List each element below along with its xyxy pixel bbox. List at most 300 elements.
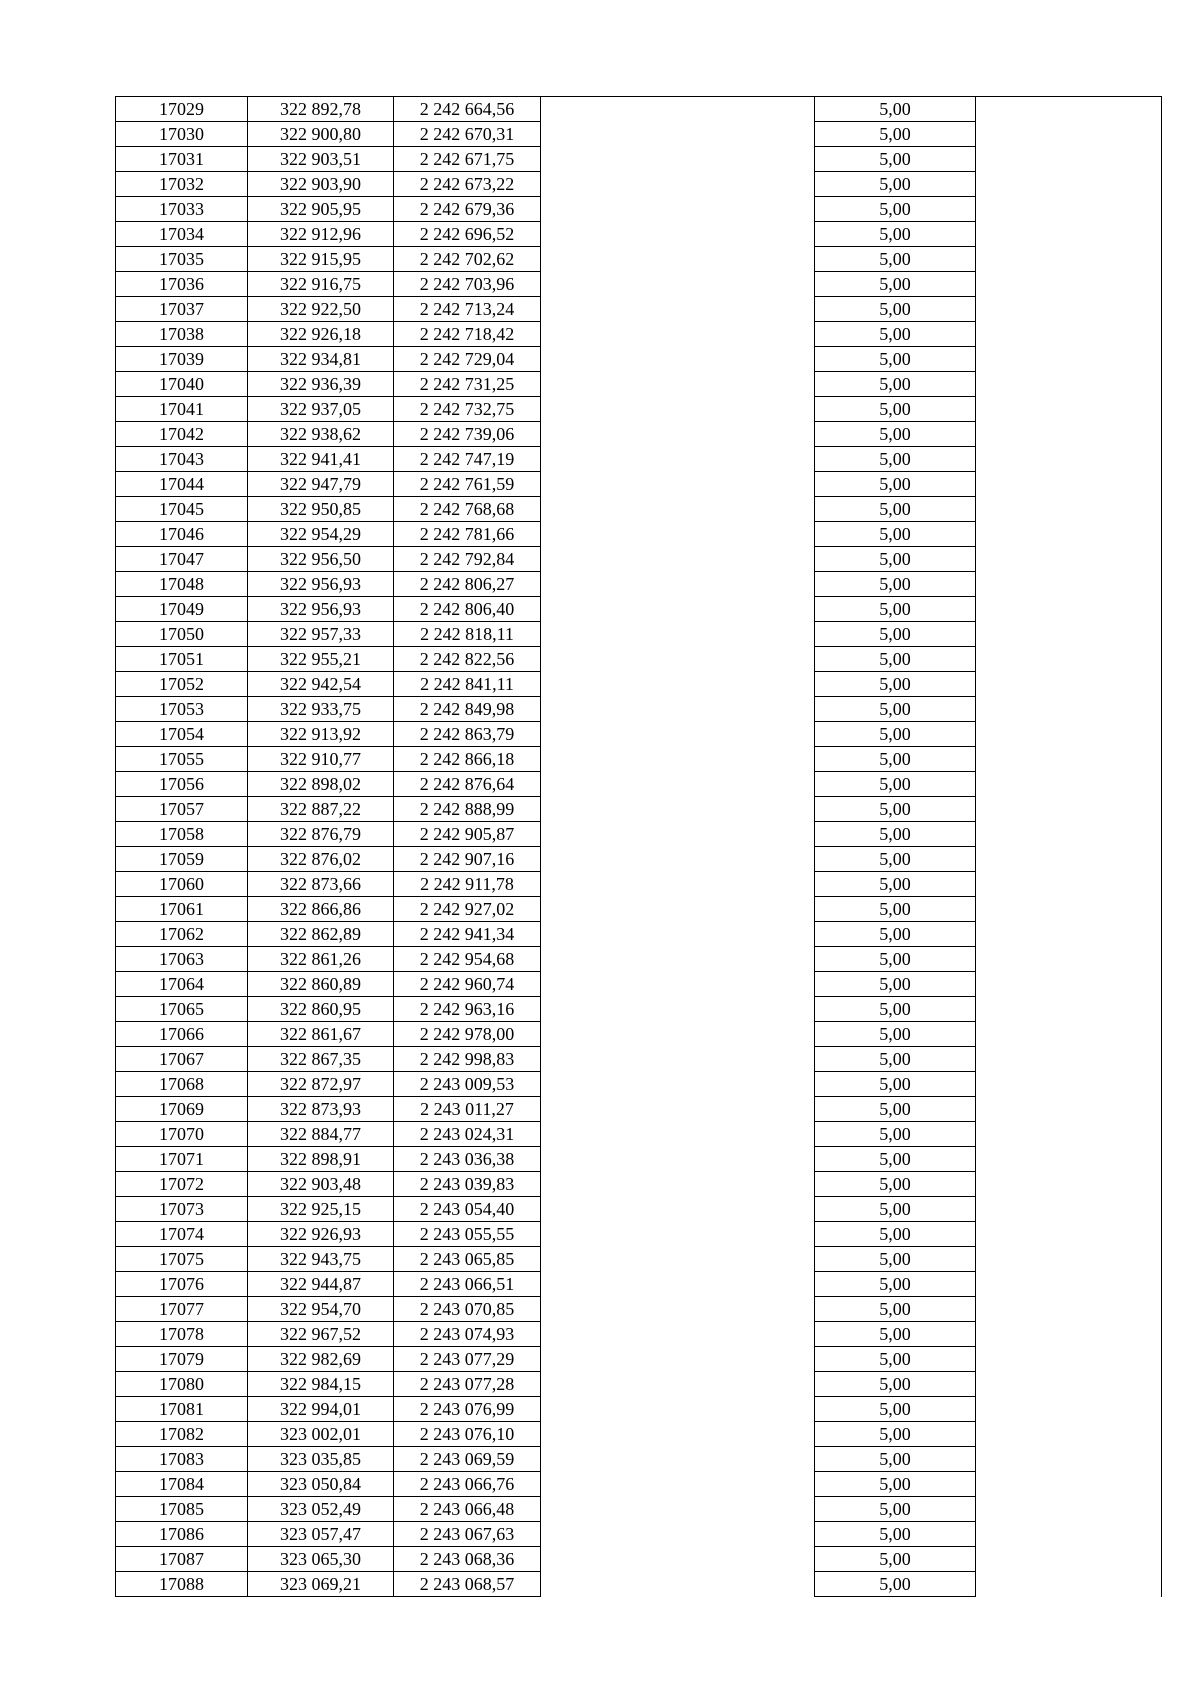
empty-cell	[541, 1097, 815, 1122]
x-coordinate-cell: 323 065,30	[248, 1547, 394, 1572]
x-coordinate-cell: 322 915,95	[248, 247, 394, 272]
table-row	[116, 1522, 1162, 1547]
point-number-cell: 17058	[116, 822, 248, 847]
point-number-cell: 17068	[116, 1072, 248, 1097]
empty-cell	[541, 1572, 815, 1597]
point-number-cell: 17039	[116, 347, 248, 372]
y-coordinate-cell: 2 242 664,56	[394, 97, 541, 122]
accuracy-cell: 5,00	[815, 397, 976, 422]
y-coordinate-cell: 2 242 761,59	[394, 472, 541, 497]
point-number-cell: 17073	[116, 1197, 248, 1222]
empty-cell	[541, 447, 815, 472]
empty-cell	[976, 672, 1162, 697]
accuracy-cell: 5,00	[815, 1472, 976, 1497]
empty-cell	[541, 247, 815, 272]
x-coordinate-cell: 322 938,62	[248, 422, 394, 447]
empty-cell	[541, 1347, 815, 1372]
table-row	[116, 1147, 1162, 1172]
empty-cell	[976, 1447, 1162, 1472]
y-coordinate-cell: 2 243 068,36	[394, 1547, 541, 1572]
accuracy-cell: 5,00	[815, 1497, 976, 1522]
y-coordinate-cell: 2 242 849,98	[394, 697, 541, 722]
empty-cell	[541, 797, 815, 822]
empty-cell	[541, 1547, 815, 1572]
accuracy-cell: 5,00	[815, 1197, 976, 1222]
empty-cell	[976, 847, 1162, 872]
table-row	[116, 372, 1162, 397]
empty-cell	[976, 797, 1162, 822]
y-coordinate-cell: 2 242 679,36	[394, 197, 541, 222]
empty-cell	[541, 1272, 815, 1297]
y-coordinate-cell: 2 243 077,29	[394, 1347, 541, 1372]
x-coordinate-cell: 323 035,85	[248, 1447, 394, 1472]
accuracy-cell: 5,00	[815, 822, 976, 847]
x-coordinate-cell: 322 876,79	[248, 822, 394, 847]
empty-cell	[541, 472, 815, 497]
empty-cell	[976, 97, 1162, 122]
table-row	[116, 1572, 1162, 1597]
x-coordinate-cell: 322 892,78	[248, 97, 394, 122]
point-number-cell: 17052	[116, 672, 248, 697]
x-coordinate-cell: 322 912,96	[248, 222, 394, 247]
empty-cell	[976, 1522, 1162, 1547]
point-number-cell: 17037	[116, 297, 248, 322]
y-coordinate-cell: 2 242 732,75	[394, 397, 541, 422]
point-number-cell: 17029	[116, 97, 248, 122]
empty-cell	[541, 497, 815, 522]
y-coordinate-cell: 2 242 822,56	[394, 647, 541, 672]
accuracy-cell: 5,00	[815, 122, 976, 147]
empty-cell	[976, 772, 1162, 797]
point-number-cell: 17067	[116, 1047, 248, 1072]
empty-cell	[541, 522, 815, 547]
x-coordinate-cell: 322 944,87	[248, 1272, 394, 1297]
empty-cell	[541, 1397, 815, 1422]
table-row	[116, 147, 1162, 172]
point-number-cell: 17055	[116, 747, 248, 772]
y-coordinate-cell: 2 242 905,87	[394, 822, 541, 847]
y-coordinate-cell: 2 242 927,02	[394, 897, 541, 922]
empty-cell	[541, 1497, 815, 1522]
y-coordinate-cell: 2 242 841,11	[394, 672, 541, 697]
accuracy-cell: 5,00	[815, 172, 976, 197]
empty-cell	[541, 122, 815, 147]
accuracy-cell: 5,00	[815, 372, 976, 397]
x-coordinate-cell: 322 922,50	[248, 297, 394, 322]
y-coordinate-cell: 2 242 963,16	[394, 997, 541, 1022]
x-coordinate-cell: 322 867,35	[248, 1047, 394, 1072]
accuracy-cell: 5,00	[815, 797, 976, 822]
y-coordinate-cell: 2 242 703,96	[394, 272, 541, 297]
point-number-cell: 17072	[116, 1172, 248, 1197]
point-number-cell: 17036	[116, 272, 248, 297]
empty-cell	[976, 1422, 1162, 1447]
empty-cell	[541, 1447, 815, 1472]
x-coordinate-cell: 322 898,91	[248, 1147, 394, 1172]
x-coordinate-cell: 322 956,93	[248, 572, 394, 597]
accuracy-cell: 5,00	[815, 1072, 976, 1097]
empty-cell	[541, 822, 815, 847]
empty-cell	[541, 1197, 815, 1222]
x-coordinate-cell: 322 950,85	[248, 497, 394, 522]
table-row	[116, 1272, 1162, 1297]
empty-cell	[541, 747, 815, 772]
x-coordinate-cell: 322 872,97	[248, 1072, 394, 1097]
point-number-cell: 17082	[116, 1422, 248, 1447]
accuracy-cell: 5,00	[815, 1572, 976, 1597]
point-number-cell: 17061	[116, 897, 248, 922]
table-row	[116, 597, 1162, 622]
x-coordinate-cell: 322 866,86	[248, 897, 394, 922]
table-row	[116, 847, 1162, 872]
x-coordinate-cell: 322 898,02	[248, 772, 394, 797]
y-coordinate-cell: 2 243 076,99	[394, 1397, 541, 1422]
accuracy-cell: 5,00	[815, 922, 976, 947]
point-number-cell: 17040	[116, 372, 248, 397]
y-coordinate-cell: 2 242 907,16	[394, 847, 541, 872]
y-coordinate-cell: 2 242 731,25	[394, 372, 541, 397]
accuracy-cell: 5,00	[815, 772, 976, 797]
point-number-cell: 17074	[116, 1222, 248, 1247]
x-coordinate-cell: 322 861,67	[248, 1022, 394, 1047]
accuracy-cell: 5,00	[815, 1147, 976, 1172]
x-coordinate-cell: 322 860,95	[248, 997, 394, 1022]
empty-cell	[976, 822, 1162, 847]
table-row	[116, 947, 1162, 972]
point-number-cell: 17030	[116, 122, 248, 147]
empty-cell	[541, 147, 815, 172]
empty-cell	[976, 647, 1162, 672]
empty-cell	[541, 672, 815, 697]
table-row	[116, 997, 1162, 1022]
x-coordinate-cell: 322 941,41	[248, 447, 394, 472]
accuracy-cell: 5,00	[815, 647, 976, 672]
empty-cell	[541, 222, 815, 247]
x-coordinate-cell: 322 984,15	[248, 1372, 394, 1397]
table-row	[116, 797, 1162, 822]
point-number-cell: 17046	[116, 522, 248, 547]
table-row	[116, 1197, 1162, 1222]
y-coordinate-cell: 2 242 739,06	[394, 422, 541, 447]
table-row	[116, 822, 1162, 847]
empty-cell	[976, 172, 1162, 197]
y-coordinate-cell: 2 242 806,27	[394, 572, 541, 597]
empty-cell	[976, 597, 1162, 622]
x-coordinate-cell: 322 903,51	[248, 147, 394, 172]
empty-cell	[541, 197, 815, 222]
empty-cell	[541, 297, 815, 322]
y-coordinate-cell: 2 243 070,85	[394, 1297, 541, 1322]
point-number-cell: 17059	[116, 847, 248, 872]
point-number-cell: 17031	[116, 147, 248, 172]
y-coordinate-cell: 2 242 792,84	[394, 547, 541, 572]
empty-cell	[976, 272, 1162, 297]
point-number-cell: 17075	[116, 1247, 248, 1272]
point-number-cell: 17043	[116, 447, 248, 472]
point-number-cell: 17065	[116, 997, 248, 1022]
x-coordinate-cell: 322 954,70	[248, 1297, 394, 1322]
y-coordinate-cell: 2 242 998,83	[394, 1047, 541, 1072]
empty-cell	[541, 1472, 815, 1497]
accuracy-cell: 5,00	[815, 1322, 976, 1347]
accuracy-cell: 5,00	[815, 572, 976, 597]
table-row	[116, 1247, 1162, 1272]
accuracy-cell: 5,00	[815, 697, 976, 722]
accuracy-cell: 5,00	[815, 97, 976, 122]
accuracy-cell: 5,00	[815, 1347, 976, 1372]
y-coordinate-cell: 2 242 747,19	[394, 447, 541, 472]
table-row	[116, 222, 1162, 247]
point-number-cell: 17056	[116, 772, 248, 797]
empty-cell	[541, 972, 815, 997]
table-row	[116, 697, 1162, 722]
empty-cell	[976, 1497, 1162, 1522]
point-number-cell: 17063	[116, 947, 248, 972]
x-coordinate-cell: 322 933,75	[248, 697, 394, 722]
empty-cell	[976, 122, 1162, 147]
empty-cell	[541, 772, 815, 797]
y-coordinate-cell: 2 243 066,48	[394, 1497, 541, 1522]
accuracy-cell: 5,00	[815, 997, 976, 1022]
point-number-cell: 17050	[116, 622, 248, 647]
x-coordinate-cell: 323 057,47	[248, 1522, 394, 1547]
accuracy-cell: 5,00	[815, 947, 976, 972]
y-coordinate-cell: 2 243 066,51	[394, 1272, 541, 1297]
empty-cell	[976, 397, 1162, 422]
empty-cell	[541, 647, 815, 672]
point-number-cell: 17042	[116, 422, 248, 447]
table-row	[116, 1172, 1162, 1197]
y-coordinate-cell: 2 243 024,31	[394, 1122, 541, 1147]
y-coordinate-cell: 2 242 818,11	[394, 622, 541, 647]
table-row	[116, 722, 1162, 747]
x-coordinate-cell: 322 926,18	[248, 322, 394, 347]
accuracy-cell: 5,00	[815, 1172, 976, 1197]
empty-cell	[976, 1372, 1162, 1397]
table-row	[116, 1322, 1162, 1347]
x-coordinate-cell: 322 925,15	[248, 1197, 394, 1222]
table-row	[116, 747, 1162, 772]
empty-cell	[541, 1172, 815, 1197]
empty-cell	[976, 1122, 1162, 1147]
empty-cell	[541, 422, 815, 447]
accuracy-cell: 5,00	[815, 672, 976, 697]
accuracy-cell: 5,00	[815, 1272, 976, 1297]
x-coordinate-cell: 322 956,50	[248, 547, 394, 572]
accuracy-cell: 5,00	[815, 222, 976, 247]
table-row	[116, 447, 1162, 472]
empty-cell	[541, 1297, 815, 1322]
empty-cell	[541, 872, 815, 897]
empty-cell	[976, 997, 1162, 1022]
y-coordinate-cell: 2 242 866,18	[394, 747, 541, 772]
x-coordinate-cell: 322 873,93	[248, 1097, 394, 1122]
accuracy-cell: 5,00	[815, 747, 976, 772]
accuracy-cell: 5,00	[815, 447, 976, 472]
table-row	[116, 1472, 1162, 1497]
y-coordinate-cell: 2 242 876,64	[394, 772, 541, 797]
empty-cell	[541, 697, 815, 722]
empty-cell	[541, 947, 815, 972]
x-coordinate-cell: 322 910,77	[248, 747, 394, 772]
empty-cell	[541, 1522, 815, 1547]
y-coordinate-cell: 2 242 960,74	[394, 972, 541, 997]
table-row	[116, 672, 1162, 697]
coordinate-table	[115, 96, 1162, 1597]
point-number-cell: 17066	[116, 1022, 248, 1047]
empty-cell	[976, 1147, 1162, 1172]
empty-cell	[541, 1372, 815, 1397]
empty-cell	[541, 547, 815, 572]
point-number-cell: 17088	[116, 1572, 248, 1597]
empty-cell	[976, 322, 1162, 347]
table-row	[116, 472, 1162, 497]
y-coordinate-cell: 2 243 036,38	[394, 1147, 541, 1172]
x-coordinate-cell: 322 903,90	[248, 172, 394, 197]
point-number-cell: 17079	[116, 1347, 248, 1372]
x-coordinate-cell: 322 936,39	[248, 372, 394, 397]
accuracy-cell: 5,00	[815, 497, 976, 522]
empty-cell	[976, 1022, 1162, 1047]
table-row	[116, 297, 1162, 322]
point-number-cell: 17044	[116, 472, 248, 497]
accuracy-cell: 5,00	[815, 297, 976, 322]
accuracy-cell: 5,00	[815, 847, 976, 872]
y-coordinate-cell: 2 242 911,78	[394, 872, 541, 897]
y-coordinate-cell: 2 243 039,83	[394, 1172, 541, 1197]
coordinate-table-body	[116, 97, 1162, 1597]
empty-cell	[976, 147, 1162, 172]
empty-cell	[541, 997, 815, 1022]
x-coordinate-cell: 322 967,52	[248, 1322, 394, 1347]
x-coordinate-cell: 322 943,75	[248, 1247, 394, 1272]
empty-cell	[976, 547, 1162, 572]
point-number-cell: 17070	[116, 1122, 248, 1147]
x-coordinate-cell: 322 860,89	[248, 972, 394, 997]
point-number-cell: 17071	[116, 1147, 248, 1172]
y-coordinate-cell: 2 242 768,68	[394, 497, 541, 522]
empty-cell	[976, 1572, 1162, 1597]
point-number-cell: 17034	[116, 222, 248, 247]
x-coordinate-cell: 322 884,77	[248, 1122, 394, 1147]
accuracy-cell: 5,00	[815, 897, 976, 922]
accuracy-cell: 5,00	[815, 522, 976, 547]
empty-cell	[541, 897, 815, 922]
empty-cell	[541, 1222, 815, 1247]
empty-cell	[976, 1297, 1162, 1322]
empty-cell	[976, 297, 1162, 322]
x-coordinate-cell: 322 942,54	[248, 672, 394, 697]
x-coordinate-cell: 322 916,75	[248, 272, 394, 297]
table-row	[116, 547, 1162, 572]
empty-cell	[976, 197, 1162, 222]
table-row	[116, 1347, 1162, 1372]
x-coordinate-cell: 322 876,02	[248, 847, 394, 872]
empty-cell	[541, 722, 815, 747]
point-number-cell: 17087	[116, 1547, 248, 1572]
empty-cell	[541, 1247, 815, 1272]
table-row	[116, 1297, 1162, 1322]
accuracy-cell: 5,00	[815, 1022, 976, 1047]
empty-cell	[976, 897, 1162, 922]
accuracy-cell: 5,00	[815, 872, 976, 897]
empty-cell	[976, 372, 1162, 397]
accuracy-cell: 5,00	[815, 322, 976, 347]
x-coordinate-cell: 322 982,69	[248, 1347, 394, 1372]
point-number-cell: 17062	[116, 922, 248, 947]
empty-cell	[976, 1347, 1162, 1372]
accuracy-cell: 5,00	[815, 1422, 976, 1447]
x-coordinate-cell: 322 926,93	[248, 1222, 394, 1247]
empty-cell	[541, 597, 815, 622]
x-coordinate-cell: 322 887,22	[248, 797, 394, 822]
empty-cell	[541, 572, 815, 597]
point-number-cell: 17057	[116, 797, 248, 822]
accuracy-cell: 5,00	[815, 197, 976, 222]
y-coordinate-cell: 2 242 978,00	[394, 1022, 541, 1047]
point-number-cell: 17048	[116, 572, 248, 597]
empty-cell	[976, 497, 1162, 522]
table-row	[116, 1222, 1162, 1247]
empty-cell	[541, 1322, 815, 1347]
point-number-cell: 17064	[116, 972, 248, 997]
point-number-cell: 17078	[116, 1322, 248, 1347]
y-coordinate-cell: 2 242 806,40	[394, 597, 541, 622]
empty-cell	[976, 1072, 1162, 1097]
y-coordinate-cell: 2 243 066,76	[394, 1472, 541, 1497]
empty-cell	[541, 347, 815, 372]
point-number-cell: 17049	[116, 597, 248, 622]
y-coordinate-cell: 2 242 888,99	[394, 797, 541, 822]
empty-cell	[541, 1122, 815, 1147]
empty-cell	[541, 922, 815, 947]
y-coordinate-cell: 2 243 009,53	[394, 1072, 541, 1097]
y-coordinate-cell: 2 243 054,40	[394, 1197, 541, 1222]
accuracy-cell: 5,00	[815, 722, 976, 747]
accuracy-cell: 5,00	[815, 1222, 976, 1247]
x-coordinate-cell: 322 873,66	[248, 872, 394, 897]
table-row	[116, 572, 1162, 597]
y-coordinate-cell: 2 242 954,68	[394, 947, 541, 972]
y-coordinate-cell: 2 242 729,04	[394, 347, 541, 372]
empty-cell	[976, 1547, 1162, 1572]
empty-cell	[976, 972, 1162, 997]
point-number-cell: 17069	[116, 1097, 248, 1122]
accuracy-cell: 5,00	[815, 472, 976, 497]
y-coordinate-cell: 2 243 011,27	[394, 1097, 541, 1122]
x-coordinate-cell: 323 002,01	[248, 1422, 394, 1447]
y-coordinate-cell: 2 243 055,55	[394, 1222, 541, 1247]
point-number-cell: 17041	[116, 397, 248, 422]
x-coordinate-cell: 323 050,84	[248, 1472, 394, 1497]
empty-cell	[541, 1422, 815, 1447]
table-row	[116, 197, 1162, 222]
table-row	[116, 922, 1162, 947]
empty-cell	[541, 172, 815, 197]
table-row	[116, 397, 1162, 422]
table-row	[116, 1122, 1162, 1147]
y-coordinate-cell: 2 242 863,79	[394, 722, 541, 747]
point-number-cell: 17032	[116, 172, 248, 197]
y-coordinate-cell: 2 242 781,66	[394, 522, 541, 547]
table-row	[116, 972, 1162, 997]
point-number-cell: 17045	[116, 497, 248, 522]
empty-cell	[976, 472, 1162, 497]
table-row	[116, 772, 1162, 797]
y-coordinate-cell: 2 242 941,34	[394, 922, 541, 947]
empty-cell	[541, 397, 815, 422]
empty-cell	[976, 947, 1162, 972]
